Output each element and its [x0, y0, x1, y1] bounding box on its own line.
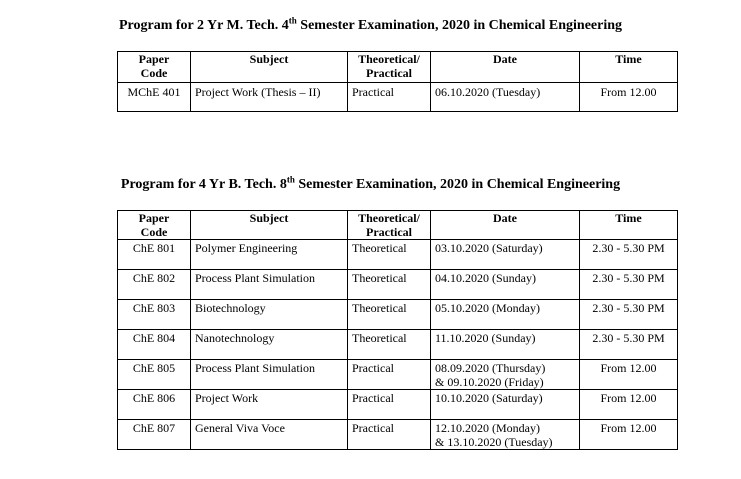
- type-cell: Theoretical: [348, 240, 431, 270]
- table-row: [118, 270, 678, 300]
- table-row: [118, 300, 678, 330]
- paper-code-cell: MChE 401: [118, 83, 191, 112]
- paper-code-cell: ChE 805: [118, 360, 191, 390]
- table-row: [118, 360, 678, 390]
- time-cell: From 12.00: [580, 83, 678, 112]
- time-cell: 2.30 - 5.30 PM: [580, 300, 678, 330]
- btech-schedule-table: [117, 210, 678, 450]
- subject-cell: General Viva Voce: [191, 420, 348, 450]
- type-cell: Theoretical: [348, 270, 431, 300]
- subject-cell: Project Work (Thesis – II): [191, 83, 348, 112]
- time-cell: From 12.00: [580, 360, 678, 390]
- paper-code-cell: ChE 802: [118, 270, 191, 300]
- subject-cell: Biotechnology: [191, 300, 348, 330]
- table-row: [118, 390, 678, 420]
- time-header: Time: [580, 52, 678, 83]
- mtech-table-body: [118, 83, 678, 112]
- type-cell: Practical: [348, 83, 431, 112]
- date-cell: 12.10.2020 (Monday) & 13.10.2020 (Tuesday): [431, 420, 580, 450]
- subject-cell: Process Plant Simulation: [191, 270, 348, 300]
- table-row: [118, 240, 678, 270]
- subject-header: Subject: [191, 52, 348, 83]
- date-header: Date: [431, 52, 580, 83]
- paper-code-cell: ChE 807: [118, 420, 191, 450]
- date-cell: 08.09.2020 (Thursday) & 09.10.2020 (Friday): [431, 360, 580, 390]
- time-cell: 2.30 - 5.30 PM: [580, 330, 678, 360]
- time-cell: 2.30 - 5.30 PM: [580, 270, 678, 300]
- paper-code-header: Paper Code: [118, 52, 191, 83]
- table-header-row: [118, 211, 678, 240]
- subject-cell: Nanotechnology: [191, 330, 348, 360]
- subject-header: Subject: [191, 211, 348, 240]
- mtech-schedule-table: [117, 51, 678, 112]
- paper-code-cell: ChE 803: [118, 300, 191, 330]
- type-cell: Practical: [348, 360, 431, 390]
- time-cell: From 12.00: [580, 390, 678, 420]
- date-cell: 11.10.2020 (Sunday): [431, 330, 580, 360]
- paper-code-cell: ChE 804: [118, 330, 191, 360]
- type-cell: Theoretical: [348, 300, 431, 330]
- date-cell: 04.10.2020 (Sunday): [431, 270, 580, 300]
- date-header: Date: [431, 211, 580, 240]
- type-cell: Practical: [348, 420, 431, 450]
- date-cell: 05.10.2020 (Monday): [431, 300, 580, 330]
- table-row: [118, 420, 678, 450]
- time-cell: From 12.00: [580, 420, 678, 450]
- btech-table-body: [118, 240, 678, 450]
- type-header: Theoretical/ Practical: [348, 52, 431, 83]
- btech-heading: Program for 4 Yr B. Tech. 8th Semester Examination, 2020 in Chemical Engineering: [120, 174, 621, 192]
- date-cell: 03.10.2020 (Saturday): [431, 240, 580, 270]
- time-cell: 2.30 - 5.30 PM: [580, 240, 678, 270]
- table-header-row: [118, 52, 678, 83]
- table-row: [118, 330, 678, 360]
- subject-cell: Polymer Engineering: [191, 240, 348, 270]
- type-cell: Practical: [348, 390, 431, 420]
- paper-code-cell: ChE 806: [118, 390, 191, 420]
- mtech-heading: Program for 2 Yr M. Tech. 4th Semester Examination, 2020 in Chemical Engineering: [118, 15, 623, 33]
- time-header: Time: [580, 211, 678, 240]
- paper-code-header: Paper Code: [118, 211, 191, 240]
- date-cell: 06.10.2020 (Tuesday): [431, 83, 580, 112]
- table-row: [118, 83, 678, 112]
- subject-cell: Process Plant Simulation: [191, 360, 348, 390]
- type-cell: Theoretical: [348, 330, 431, 360]
- date-cell: 10.10.2020 (Saturday): [431, 390, 580, 420]
- paper-code-cell: ChE 801: [118, 240, 191, 270]
- type-header: Theoretical/ Practical: [348, 211, 431, 240]
- subject-cell: Project Work: [191, 390, 348, 420]
